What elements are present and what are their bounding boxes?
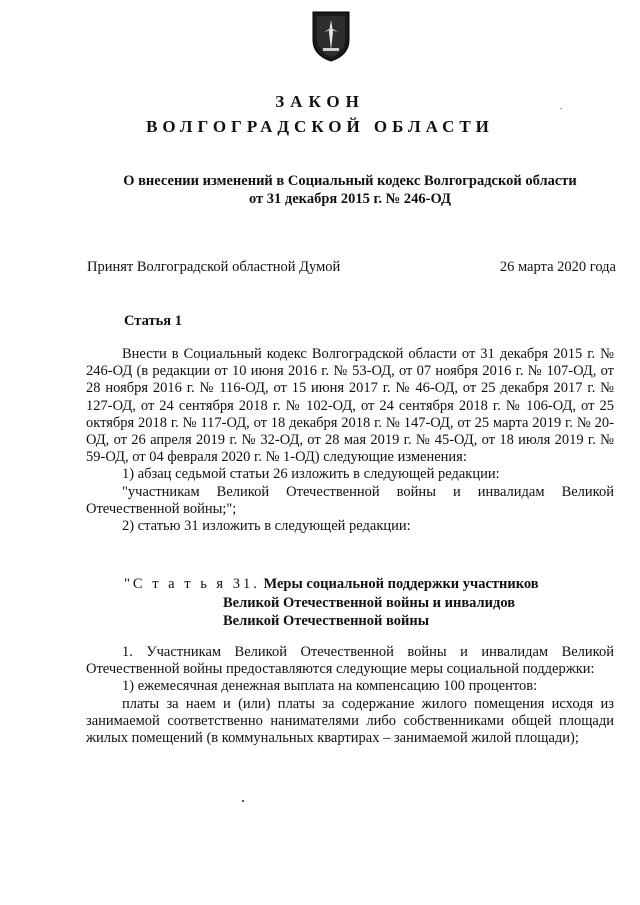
law-subject: [60, 172, 640, 208]
coat-of-arms-emblem: [310, 10, 352, 62]
article-31-heading: [124, 575, 539, 631]
article-31-paragraph-3: платы за наем и (или) платы за содержание жилого помещения исходя из занимаемой соответственно нанимателями либо собственниками общей площади жилых помещений (в коммунальных квартирах – занимаемой жилой площади);: [86, 695, 614, 747]
law-region-title: ВОЛГОГРАДСКОЙ ОБЛАСТИ: [146, 117, 494, 136]
subject-line-2: от 31 декабря 2015 г. № 246-ОД: [248, 191, 451, 207]
law-title: ЗАКОН: [275, 92, 365, 111]
article-31-title-line-3: Великой Отечественной войны: [223, 613, 430, 629]
article-31-title-line-1: Меры социальной поддержки участников: [263, 576, 539, 592]
article-31-body: [86, 644, 614, 747]
article-1-item-1: 1) абзац седьмой статьи 26 изложить в следующей редакции:: [122, 466, 500, 483]
scan-speck: [242, 800, 244, 802]
article-31-paragraph-2: 1) ежемесячная денежная выплата на компенсацию 100 процентов:: [122, 678, 538, 695]
article-1-item-2: 2) статью 31 изложить в следующей редакции:: [122, 518, 411, 535]
article-1-body: [86, 346, 614, 535]
article-1-heading: Статья 1: [124, 313, 182, 329]
article-31-title-line-2: Великой Отечественной войны и инвалидов: [223, 594, 516, 611]
article-31-paragraph-1: 1. Участникам Великой Отечественной войны и инвалидам Великой Отечественной войны предоставляются следующие меры социальной поддержки:: [86, 644, 614, 678]
article-1-item-1-quote: "участникам Великой Отечественной войны и инвалидам Великой Отечественной войны;";: [86, 483, 614, 517]
article-1-intro: Внести в Социальный кодекс Волгоградской области от 31 декабря 2015 г. № 246-ОД (в редакции от 10 июня 2016 г. № 53-ОД, от 07 ноября 2016 г. № 107-ОД, от 28 ноября 2016 г. № 116-ОД, от 15 июня 2017 г. № 46-ОД, от 25 декабря 2017 г. № 127-ОД, от 24 сентября 2018 г. № 102-ОД, от 24 сентября 2018 г. № 106-ОД, от 25 октября 2018 г. № 117-ОД, от 18 декабря 2018 г. № 147-ОД, от 25 марта 2019 г. № 20-ОД, от 26 апреля 2019 г. № 32-ОД, от 28 мая 2019 г. № 45-ОД, от 18 июля 2019 г. № 59-ОД, от 04 февраля 2020 г. № 1-ОД) следующие изменения:: [86, 346, 614, 466]
adoption-date: 26 марта 2020 года: [499, 259, 616, 275]
article-31-prefix: "С т а т ь я 31.: [124, 576, 260, 592]
subject-line-1: О внесении изменений в Социальный кодекс Волгоградской области: [123, 173, 577, 189]
adopted-by-text: Принят Волгоградской областной Думой: [87, 259, 341, 275]
